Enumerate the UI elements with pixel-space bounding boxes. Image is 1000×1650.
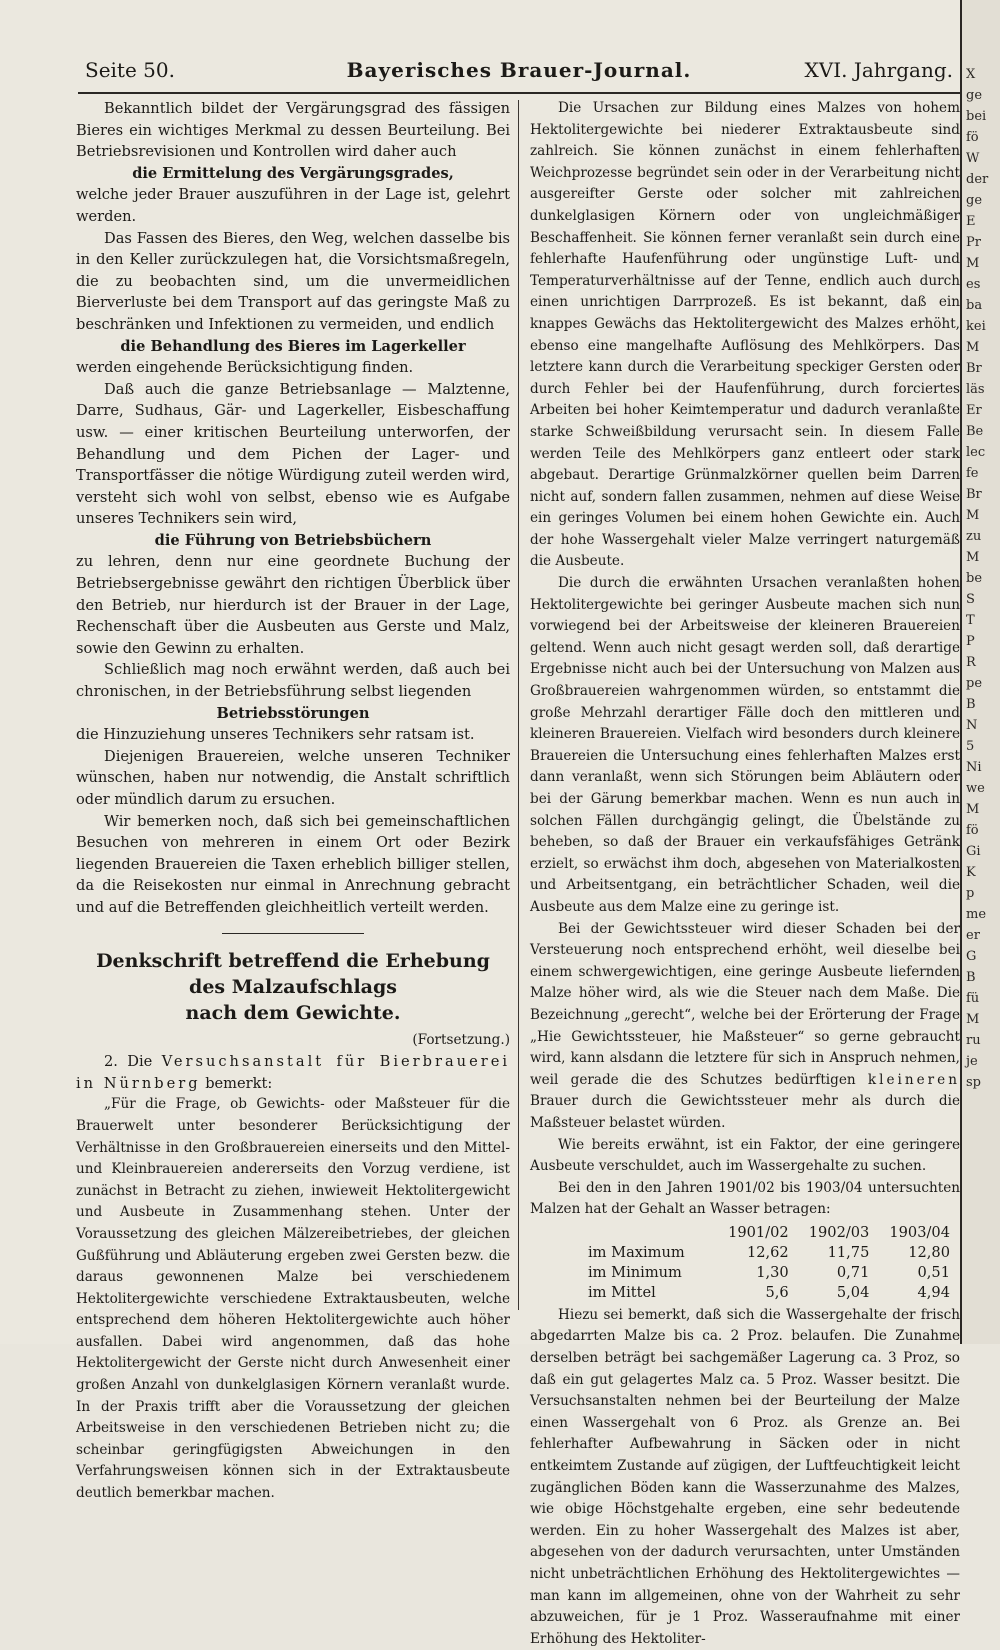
edge-text-fragment: K	[966, 865, 976, 880]
subheading: die Behandlung des Bieres im Lagerkeller	[120, 337, 466, 355]
paragraph-text: Bei der Gewichtssteuer wird dieser Schaden bei der Versteuerung noch entsprechend erhöht, weil dieselbe bei einem schwergewichtigen, eine geringe Ausbeute liefernden Malze höher wird, als wie die Steuer nach dem Maße. Die Bezeichnung „gerecht“, welche bei der Erörterung der Frage „Hie Gewichtssteuer, hie Maßsteuer“ so gerne gebraucht wird, kann alsdann die letztere für sich in Anspruch nehmen, weil gerade die des Schutzes bedürftigen	[530, 920, 960, 1088]
subheading: Betriebsstörungen	[216, 704, 370, 722]
journal-title: Bayerisches Brauer-Journal.	[346, 58, 692, 82]
edge-text-fragment: M	[966, 550, 980, 565]
header-rule	[78, 92, 960, 94]
edge-text-fragment: N	[966, 718, 978, 733]
article-title-line: Denkschrift betreffend die Erhebung des Malzaufschlags	[96, 949, 490, 998]
edge-text-fragment: Pr	[966, 235, 981, 250]
right-column	[530, 98, 960, 1650]
paragraph: welche jeder Brauer auszuführen in der Lage ist, gelehrt werden.	[76, 186, 510, 225]
paragraph: Die durch die erwähnten Ursachen veranlaßten hohen Hektolitergewichte bei geringer Ausbeute machen sich nun vorwiegend bei der Arbeitsweise der kleineren Brauereien geltend. Wenn auch nicht gesagt werden soll, daß derartige Ergebnisse nicht auch bei der Untersuchung von Malzen aus Großbrauereien wahrgenommen würden, so entstammt die große Mehrzahl derartiger Fälle doch den mittleren und kleineren Brauereien. Vielfach wird besonders durch kleinere Brauereien die Untersuchung eines fehlerhaften Malzes erst dann veranlaßt, wenn sich Störungen beim Abläutern oder bei der Gärung bemerkbar machen. Wenn es nun auch in solchen Fällen durchgängig gelingt, die Übelstände zu beheben, so daß der Brauer ein verkaufsfähiges Getränk erzielt, so erwächst ihm doch, abgesehen von Materialkosten und Arbeitsentgang, ein beträchtlicher Schaden, weil die Ausbeute aus dem Malze eine zu geringe ist.	[530, 575, 960, 915]
edge-text-fragment: X	[966, 67, 976, 82]
edge-text-fragment: me	[966, 907, 987, 922]
table-cell: 5,6	[765, 1283, 789, 1301]
paragraph: Das Fassen des Bieres, den Weg, welchen dasselbe bis in den Keller zurückzulegen hat, die Vorsichtsmaßregeln, die zu beobachten sind, um die unvermeidlichen Bierverluste bei dem Transport auf das geringste Maß zu beschränken und Infektionen zu vermeiden, und endlich	[76, 229, 510, 333]
left-column	[76, 98, 510, 1505]
edge-text-fragment: bei	[966, 109, 987, 124]
edge-text-fragment: fü	[966, 991, 980, 1006]
edge-text-fragment: es	[966, 277, 981, 292]
table-cell: 1,30	[756, 1263, 789, 1281]
row-label: im Mittel	[588, 1283, 656, 1301]
item-number: 2. Die	[104, 1053, 153, 1071]
paragraph: Bekanntlich bildet der Vergärungsgrad des fässigen Bieres ein wichtiges Merkmal zu dessen Beurteilung. Bei Betriebsrevisionen und Kontrollen wird daher auch	[76, 100, 510, 161]
edge-text-fragment: R	[966, 655, 976, 670]
edge-text-fragment: we	[966, 781, 985, 796]
subheading: die Führung von Betriebsbüchern	[154, 531, 432, 549]
edge-text-fragment: Be	[966, 424, 984, 439]
table-header-year: 1902/03	[808, 1223, 870, 1241]
edge-text-fragment: M	[966, 256, 980, 271]
edge-text-fragment: fö	[966, 130, 979, 145]
subheading: die Ermittelung des Vergärungsgrades,	[132, 164, 454, 182]
edge-text-fragment: M	[966, 802, 980, 817]
paragraph: Schließlich mag noch erwähnt werden, daß auch bei chronischen, in der Betriebsführung selbst liegenden	[76, 661, 510, 701]
paragraph: Die Ursachen zur Bildung eines Malzes von hohem Hektolitergewichte bei niederer Extraktausbeute sind zahlreich. Sie können zunächst in einem fehlerhaften Weichprozesse begründet sein oder in der Verarbeitung nicht ausgereifter Gerste oder solcher mit zahlreichen dunkelglasigen Körnern oder von ungleichmäßiger Beschaffenheit. Sie können ferner veranlaßt sein durch eine fehlerhafte Haufenführung oder ungünstige Luft- und Temperaturverhältnisse auf der Tenne, endlich auch durch einen unrichtigen Darrprozeß. Es ist bekannt, daß ein knappes Gewächs das Hektolitergewicht des Malzes erhöht, ebenso eine mangelhafte Auflösung des Mehlkörpers. Das letztere kann durch die Verarbeitung speckiger Gersten oder durch Fehler bei der Haufenführung, durch forciertes Arbeiten bei hoher Keimtemperatur und dadurch veranlaßte starke Schweißbildung verursacht sein. In diesem Falle werden Teile des Mehlkörpers ganz entleert oder stark abgebaut. Derartige Grünmalzkörner quellen beim Darren nicht auf, sondern fallen zusammen, nehmen auf diese Weise ein geringes Volumen bei einem hohen Gewichte ein. Auch der hohe Wassergehalt vieler Malze verringert naturgemäß die Ausbeute.	[530, 100, 960, 570]
edge-text-fragment: T	[966, 613, 975, 628]
table-corner	[548, 1223, 718, 1243]
edge-text-fragment: W	[966, 151, 980, 166]
paragraph: Diejenigen Brauereien, welche unseren Techniker wünschen, haben nur notwendig, die Anstalt schriftlich oder mündlich darum zu ersuchen.	[76, 747, 510, 808]
paragraph: Bei den in den Jahren 1901/02 bis 1903/04 untersuchten Malzen hat der Gehalt an Wasser betragen:	[530, 1179, 960, 1218]
paragraph: Wir bemerken noch, daß sich bei gemeinschaftlichen Besuchen von mehreren in einem Ort oder Bezirk liegenden Brauereien die Taxen erheblich billiger stellen, da die Reisekosten nur einmal in Anrechnung gebracht und auf die Betreffenden gleichheitlich verteilt werden.	[76, 812, 510, 916]
edge-text-fragment: läs	[966, 382, 985, 397]
column-divider	[518, 100, 519, 1310]
edge-text-fragment: P	[966, 634, 975, 649]
paragraph: Daß auch die ganze Betriebsanlage — Malztenne, Darre, Sudhaus, Gär- und Lagerkeller, Eisbeschaffung usw. — einer kritischen Beurteilung unterworfen, der Behandlung und dem Pichen der Lager- und Transportfässer die nötige Würdigung zuteil werden wird, versteht sich wohl von selbst, ebenso wie es Aufgabe unseres Technikers sein wird,	[76, 380, 510, 528]
edge-spacer	[962, 0, 1000, 64]
institution-name: Versuchsanstalt für Bierbrauerei in Nürnberg	[76, 1053, 510, 1092]
edge-text-fragment: Br	[966, 487, 982, 502]
edge-text-fragment: kei	[966, 319, 986, 334]
edge-text-fragment: je	[966, 1054, 978, 1069]
edge-text-fragment: G	[966, 949, 977, 964]
table-header-year: 1901/02	[728, 1223, 789, 1241]
edge-text-fragment: zu	[966, 529, 982, 544]
continuation-note: (Fortsetzung.)	[412, 1031, 510, 1048]
paragraph	[530, 919, 960, 1135]
page-header	[85, 58, 953, 88]
edge-text-fragment: Gi	[966, 844, 981, 859]
table-header-row	[548, 1223, 960, 1243]
table-cell: 11,75	[827, 1243, 870, 1261]
table-cell: 12,80	[908, 1243, 950, 1261]
table-header-year: 1903/04	[889, 1223, 950, 1241]
edge-text-fragment: fö	[966, 823, 979, 838]
quoted-paragraph: „Für die Frage, ob Gewichts- oder Maßsteuer für die Brauerwelt unter besonderer Berücksichtigung der Verhältnisse in den Großbrauereien einerseits und den Mittel- und Kleinbrauereien andererseits den Vorzug verdiene, ist zunächst in Betracht zu ziehen, inwieweit Hektolitergewicht und Ausbeute in Zusammenhang stehen. Unter der Voraussetzung des gleichen Mälzereibetriebes, der gleichen Gußführung und Abläuterung ergeben zwei Gersten bezw. die daraus gewonnenen Malze bei verschiedenem Hektolitergewichte verschiedene Extraktausbeuten, welche entsprechend dem höheren Hektolitergewichte auch höher ausfallen. Dabei wird angenommen, daß das hohe Hektolitergewicht der Gerste nicht durch Anwesenheit einer großen Anzahl von dunkelglasigen Körnern veranlaßt wurde. In der Praxis trifft aber die Voraussetzung der gleichen Arbeitsweise in den verschiedenen Betrieben nicht zu; die scheinbar geringfügigsten Abweichungen in den Verfahrungsweisen können sich in der Extraktausbeute deutlich bemerkbar machen.	[76, 1096, 510, 1502]
adjacent-page-edge	[960, 0, 1000, 1344]
page-number: Seite 50.	[85, 58, 175, 82]
edge-text-fragment: er	[966, 928, 980, 943]
edge-text-fragment: E	[966, 214, 976, 229]
edge-text-fragment: M	[966, 340, 980, 355]
paragraph: die Hinzuziehung unseres Technikers sehr ratsam ist.	[76, 726, 475, 744]
table-row	[548, 1263, 960, 1283]
paragraph: Wie bereits erwähnt, ist ein Faktor, der eine geringere Ausbeute verschuldet, auch im Wassergehalte zu suchen.	[530, 1136, 960, 1175]
table-cell: 4,94	[917, 1283, 950, 1301]
article-title	[76, 948, 510, 1026]
edge-text-fragment: M	[966, 508, 980, 523]
water-content-table	[548, 1223, 960, 1303]
edge-text-fragment: Er	[966, 403, 982, 418]
emphasized-word: kleineren	[867, 1071, 960, 1088]
edge-text-fragment: der	[966, 172, 989, 187]
edge-text-fragment: M	[966, 1012, 980, 1027]
paragraph: werden eingehende Berücksichtigung finden.	[76, 359, 414, 377]
paragraph: zu lehren, denn nur eine geordnete Buchung der Betriebsergebnisse gewährt den richtigen Überblick über den Betrieb, nur hierdurch ist der Brauer in der Lage, Rechenschaft über die Ausbeuten aus Gerste und Malz, sowie den Gewinn zu erhalten.	[76, 553, 510, 657]
edge-text-fragment: B	[966, 697, 976, 712]
volume-label: XVI. Jahrgang.	[804, 58, 953, 82]
table-cell: 5,04	[836, 1283, 870, 1301]
edge-text-fragment: ru	[966, 1033, 981, 1048]
table-cell: 0,51	[917, 1263, 950, 1281]
article-title-line: nach dem Gewichte.	[185, 1001, 401, 1024]
edge-text-fragment: be	[966, 571, 983, 586]
table-cell: 12,62	[746, 1243, 789, 1261]
edge-text-fragment: pe	[966, 676, 983, 691]
edge-text-fragment: sp	[966, 1075, 981, 1090]
edge-text-fragment: B	[966, 970, 976, 985]
edge-text-fragment: ge	[966, 193, 983, 208]
edge-text-fragment: Ni	[966, 760, 982, 775]
edge-text-fragment: 5	[966, 739, 975, 754]
table-cell: 0,71	[836, 1263, 870, 1281]
section-divider	[222, 933, 364, 934]
paragraph	[76, 1051, 510, 1094]
table-row	[548, 1243, 960, 1263]
table-row	[548, 1283, 960, 1303]
paragraph-text: Brauer durch die Gewichtssteuer mehr als durch die Maßsteuer belastet würden.	[530, 1093, 960, 1131]
paragraph: Hiezu sei bemerkt, daß sich die Wassergehalte der frisch abgedarrten Malze bis ca. 2 Proz. belaufen. Die Zunahme derselben beträgt bei sachgemäßer Lagerung ca. 3 Proz, so daß ein gut gelagertes Malz ca. 5 Proz. Wasser besitzt. Die Versuchsanstalten nehmen bei der Beurteilung der Malze einen Wassergehalt von 6 Proz. als Grenze an. Bei fehlerhafter Aufbewahrung in Säcken oder in nicht entkeimtem Zustande auf zügigen, der Luftfeuchtigkeit leicht zugänglichen Böden kann die Wasserzunahme des Malzes, wie obige Höchstgehalte ergeben, eine sehr bedeutende werden. Ein zu hoher Wassergehalt des Malzes ist aber, abgesehen von der dadurch verursachten, unter Umständen nicht unbeträchtlichen Erhöhung des Hektolitergewichtes — man kann im allgemeinen, ohne von der Wahrheit zu sehr abzuweichen, für je 1 Proz. Wasseraufnahme mit einer Erhöhung des Hektoliter-	[530, 1306, 960, 1647]
edge-text-fragment: p	[966, 886, 975, 901]
edge-text-fragment: fe	[966, 466, 979, 481]
row-label: im Maximum	[588, 1243, 685, 1261]
edge-text-fragment: Br	[966, 361, 982, 376]
edge-text-fragment: S	[966, 592, 975, 607]
edge-text-fragment: lec	[966, 445, 986, 460]
paragraph-text: bemerkt:	[205, 1074, 273, 1092]
edge-text-fragment: ba	[966, 298, 983, 313]
row-label: im Minimum	[588, 1263, 682, 1281]
edge-text-fragment: ge	[966, 88, 983, 103]
